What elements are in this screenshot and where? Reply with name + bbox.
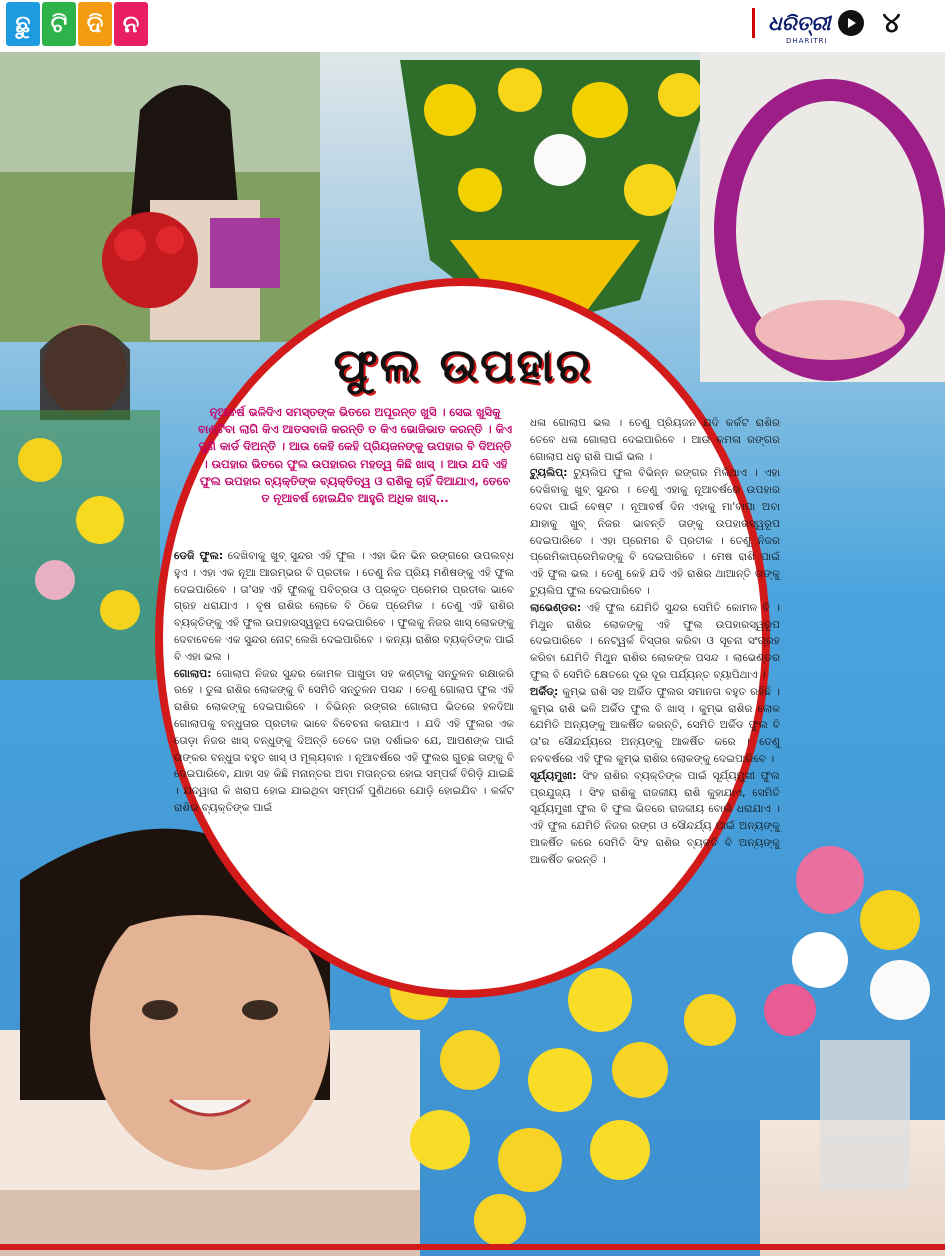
paragraph-text: ଦେଖିବାକୁ ଖୁବ୍ ସୁନ୍ଦର ଏହି ଫୁଲ । ଏହା ଭିନ ଭିନ ରଙ୍ଗରେ ଉପଲବ୍ଧ ହୁଏ । ଏହା ଏକ ନୂଆ ଆରମ୍ଭର ବି ପ୍ରତୀକ । ତେଣୁ ନିଜ ପ୍ରିୟ ମଣିଷଙ୍କୁ ଏହି ଫୁଲ ଦେଇପାରିବେ । ତା'ସହ ଏହି ଫୁଲକୁ ପବିତ୍ରତା ଓ ପ୍ରକୃତ ପ୍ରେମର ପ୍ରତୀକ ଭାବେ ଗ୍ରହ ଧରାଯାଏ । ବୃଷ ରାଶିର ଲୋକେ ବି ଠିକେ ପ୍ରେମିକ । ତେଣୁ ଏହି ରାଶିର ବ୍ୟକ୍ତିଙ୍କୁ ଏହି ଫୁଲ ଉପହାରସ୍ୱରୂପ ଦେଇପାରିବେ । ଫୁଲକୁ ନିଜର ଖାସ୍ ଲୋକଙ୍କୁ ଦେବାବେଳେ ଏକ ସୁନ୍ଦର ନୋଟ୍ ଲେଖି ଦେଇପାରିବେ । କନ୍ୟା ରାଶିର ବ୍ୟକ୍ତିଙ୍କ ପାଇଁ ବି ଏହା ଭଲ । xyxy=(174,550,514,663)
paragraph-label: ଅର୍କିଡ୍: xyxy=(530,685,559,698)
paragraph-text: ଗୋଲାପ ନିଜର ସୁନ୍ଦର କୋମଳ ପାଖୁଡା ସହ କଣ୍ଟାକୁ ସନ୍ତୁଳନ ରକ୍ଷାକରି ରହେ । ତୁଳା ରାଶିର ଲୋକଙ୍କୁ ବି ସେମିତି ସନ୍ତୁଳନ ପସନ୍ଦ । ତେଣୁ ଗୋଲାପ ଫୁଲ ଏହି ରାଶିର ଲୋକଙ୍କୁ ଦେଇପାରିବେ । ବିଭିନ୍ନ ରଙ୍ଗର ଗୋଲାପ ଭିତରେ ହଳଦିଆ ଗୋଲାପକୁ ବନ୍ଧୁତାର ପ୍ରତୀକ ଭାବେ ବିବେଚନା କରାଯାଏ । ଯଦି ଏହି ଫୁଲର ଏକ ତୋଡ଼ା ନିଜର ଖାସ୍ ବନ୍ଧୁଙ୍କୁ ଦିଅନ୍ତି ତେବେ ତାହା ଦର୍ଶାଇବ ଯେ, ଆପଣଙ୍କ ପାଇଁ ତାଙ୍କର ବନ୍ଧୁତା ବହୁତ ଖାସ୍ ଓ ମୂଲ୍ୟବାନ । ନୂଆବର୍ଷରେ ଏହି ଫୁଲର ଗୁଚ୍ଛ ତାଙ୍କୁ ବି ଦେଇପାରିବେ, ଯାହା ସହ କିଛି ମନାନ୍ତର ଅବା ମତାନ୍ତର ହୋଇ ସମ୍ପର୍କ ବିଗିଡ଼ି ଯାଇଛି । ଯଦ୍ୱାରା କି ଖରାପ ହୋଇ ଯାଇଥିବା ସମ୍ପର୍କ ପୁଣିଥରେ ଯୋଡ଼ି ହୋଇଯିବ । କର୍କଟ ରାଶିର ବ୍ୟକ୍ତିଙ୍କ ପାଇଁ xyxy=(174,667,514,814)
page-number: ୪ xyxy=(882,6,901,39)
paragraph-orchid xyxy=(530,684,780,768)
section-title xyxy=(6,2,148,46)
brand-logo: ଧରିତ୍ରୀ xyxy=(768,11,831,35)
article-intro: ନୂଆବର୍ଷ ଭଳିଦିଏ ସମସ୍ତଙ୍କ ଭିତରେ ଅପୂରନ୍ତ ଖୁସି । ସେଇ ଖୁସିକୁ ବାଣ୍ଟିବା ଲାଗି କିଏ ଆତସବାଜି କରନ୍ତି ତ କିଏ ଭୋଜିଭାତ କରନ୍ତି । କିଏ ପୁଣି କାର୍ଡ ଦିଅନ୍ତି । ଆଉ କେହି କେହି ପ୍ରିୟଜନଙ୍କୁ ଉପହାର ବି ଦିଅନ୍ତି । ଉପହାର ଭିତରେ ଫୁଲ ଉପହାରର ମହତ୍ୱ କିଛି ଖାସ୍ । ଆଉ ଯଦି ଏହି ଫୁଲ ଉପହାର ବ୍ୟକ୍ତିଙ୍କ ବ୍ୟକ୍ତିତ୍ୱ ଓ ରାଶିକୁ ଚାହିଁ ଦିଆଯାଏ, ତେବେ ତ ନୂଆବର୍ଷ ହୋଇଯିବ ଆହୁରି ଅଧିକ ଖାସ୍... xyxy=(198,405,512,506)
paragraph-label: ସୂର୍ଯ୍ୟମୁଖୀ: xyxy=(530,769,577,782)
masthead xyxy=(768,6,901,45)
paragraph-text: କୁମ୍ଭ ରାଶି ସହ ଅର୍କିଡ ଫୁଲର ସମାନତା ବହୁତ ରହିଛି । କୁମ୍ଭ ରାଶି ଭଳି ଅର୍କିଡ ଫୁଲ ବି ଖାସ୍ । କୁମ୍ଭ ରାଶିର ଲୋକ ଯେମିତି ଅନ୍ୟଙ୍କୁ ଆକର୍ଷିତ କରନ୍ତି, ସେମିତି ଅର୍କିଡ ଫୁଲ ବି ତା'ର ସୌନ୍ଦର୍ଯ୍ୟରେ ଅନ୍ୟଙ୍କୁ ଆକର୍ଷିତ କରେ । ତେଣୁ ନବବର୍ଷରେ ଏହି ଫୁଲ କୁମ୍ଭ ରାଶିର ଲୋକଙ୍କୁ ଦେଇପାରିବେ । xyxy=(530,685,780,765)
section-tile-2: ଟି xyxy=(42,2,76,46)
play-icon xyxy=(838,10,864,36)
paragraph-tulip xyxy=(530,465,780,599)
article-headline: ଫୁଲ ଉପହାର xyxy=(333,338,593,392)
section-tile-4: ନ xyxy=(114,2,148,46)
section-tile-1: ଛୁ xyxy=(6,2,40,46)
paragraph-rose-cont xyxy=(530,415,780,465)
brand-subtitle: DHARITRI xyxy=(786,37,828,45)
article-column-1 xyxy=(174,548,514,817)
paragraph-lavender xyxy=(530,600,780,684)
section-tile-3: ଦି xyxy=(78,2,112,46)
paragraph-daisy xyxy=(174,548,514,666)
paragraph-label: ଗୋଲାପ: xyxy=(174,667,212,680)
paragraph-text: ଟ୍ୟୁଲିପ ଫୁଲ ବିଭିନ୍ନ ରଙ୍ଗର ମିଳିଥାଏ । ଏହା ଦେଖିବାକୁ ଖୁବ୍ ସୁନ୍ଦର । ତେଣୁ ଏହାକୁ ନୂଆବର୍ଷରେ ଉପହାର ଦେବା ପାଇଁ ବେଷ୍ଟ । ନୂଆବର୍ଷ ଦିନ ଏହାକୁ ମା'ବାପା ଅବା ଯାହାକୁ ଖୁବ୍ ନିଜର ଭାବନ୍ତି ତାଙ୍କୁ ଉପହାରସ୍ୱରୂପ ଦେଇପାରିବେ । ଏହା ପ୍ରେମର ବି ପ୍ରତୀକ । ତେଣୁ ନିଜର ପ୍ରେମିକାପ୍ରେମିକଙ୍କୁ ବି ଦେଇପାରିବେ । ମେଷ ରାଶି ପାଇଁ ଏହି ଫୁଲ ଭଲ । ତେଣୁ କେହି ଯଦି ଏହି ରାଶିର ଥାଆନ୍ତି ତାଙ୍କୁ ଟ୍ୟୁଲିପ ଫୁଲ ଦେଇପାରିବେ । xyxy=(530,467,780,597)
header-divider xyxy=(752,8,755,38)
paragraph-label: ଡେଜି ଫୁଲ: xyxy=(174,550,224,562)
paragraph-text: ଏହି ଫୁଲ ଯେମିତି ସୁନ୍ଦର ସେମିତି କୋମଳ ବି । ମିଥୁନ ରାଶିର ଲୋକଙ୍କୁ ଏହି ଫୁଲ ଉପହାରସ୍ୱରୂପ ଦେଇପାରିବେ । ନେଟ୍‌ୱର୍କ ବିସ୍ତାର କରିବା ଓ ସୂଚନା ସଂଗ୍ରହ କରିବା ଯେମିତି ମିଥୁନ ରାଶିର ଲୋକଙ୍କ ପସନ୍ଦ । ଲାଭେଣ୍ଡର ଫୁଲ ବି ସେମିତି କ୍ଷେତରେ ଦୂର ଦୂର ପର୍ଯ୍ୟନ୍ତ ବ୍ୟାପିଥାଏ । xyxy=(530,601,780,681)
page-header xyxy=(0,0,945,52)
paragraph-text: ଧଳା ଗୋଲାପ ଭଲ । ତେଣୁ ପ୍ରିୟଜନ ଯଦି କର୍କଟ ରାଶିର ତେବେ ଧଳା ଗୋଲାପ ଦେଇପାରିବେ । ଆଉ କମଳା ରଙ୍ଗର ଗୋଲାପ ଧନୁ ରାଶି ପାଇଁ ଭଲ । xyxy=(530,417,780,463)
paragraph-text: ସିଂହ ରାଶିର ବ୍ୟକ୍ତିଙ୍କ ପାଇଁ ସୂର୍ଯ୍ୟମୁଖୀ ଫୁଲ ପ୍ରଯୁଜ୍ୟ । ସିଂହ ରାଶିକୁ ରାଜକୀୟ ରାଶି କୁହାଯାଏ, ସେମିତି ସୂର୍ଯ୍ୟମୁଖୀ ଫୁଲ ବି ଫୁଲ ଭିତରେ ରାଜକୀୟ ବୋଲି ଧରାଯାଏ । ଏହି ଫୁଲ ଯେମିତି ନିଜର ରଙ୍ଗ ଓ ସୌନ୍ଦର୍ଯ୍ୟ ପାଇଁ ଅନ୍ୟଙ୍କୁ ଆକର୍ଷିତ କରେ ସେମିତି ସିଂହ ରାଶିର ବ୍ୟକ୍ତି ବି ଅନ୍ୟଙ୍କୁ ଆକର୍ଷିତ କରନ୍ତି । xyxy=(530,769,780,866)
article-column-2 xyxy=(530,415,780,869)
paragraph-sunflower xyxy=(530,768,780,869)
paragraph-label: ଲାଭେଣ୍ଡର: xyxy=(530,601,582,614)
paragraph-label: ଟ୍ୟୁଲିପ୍: xyxy=(530,467,568,480)
paragraph-rose xyxy=(174,666,514,817)
